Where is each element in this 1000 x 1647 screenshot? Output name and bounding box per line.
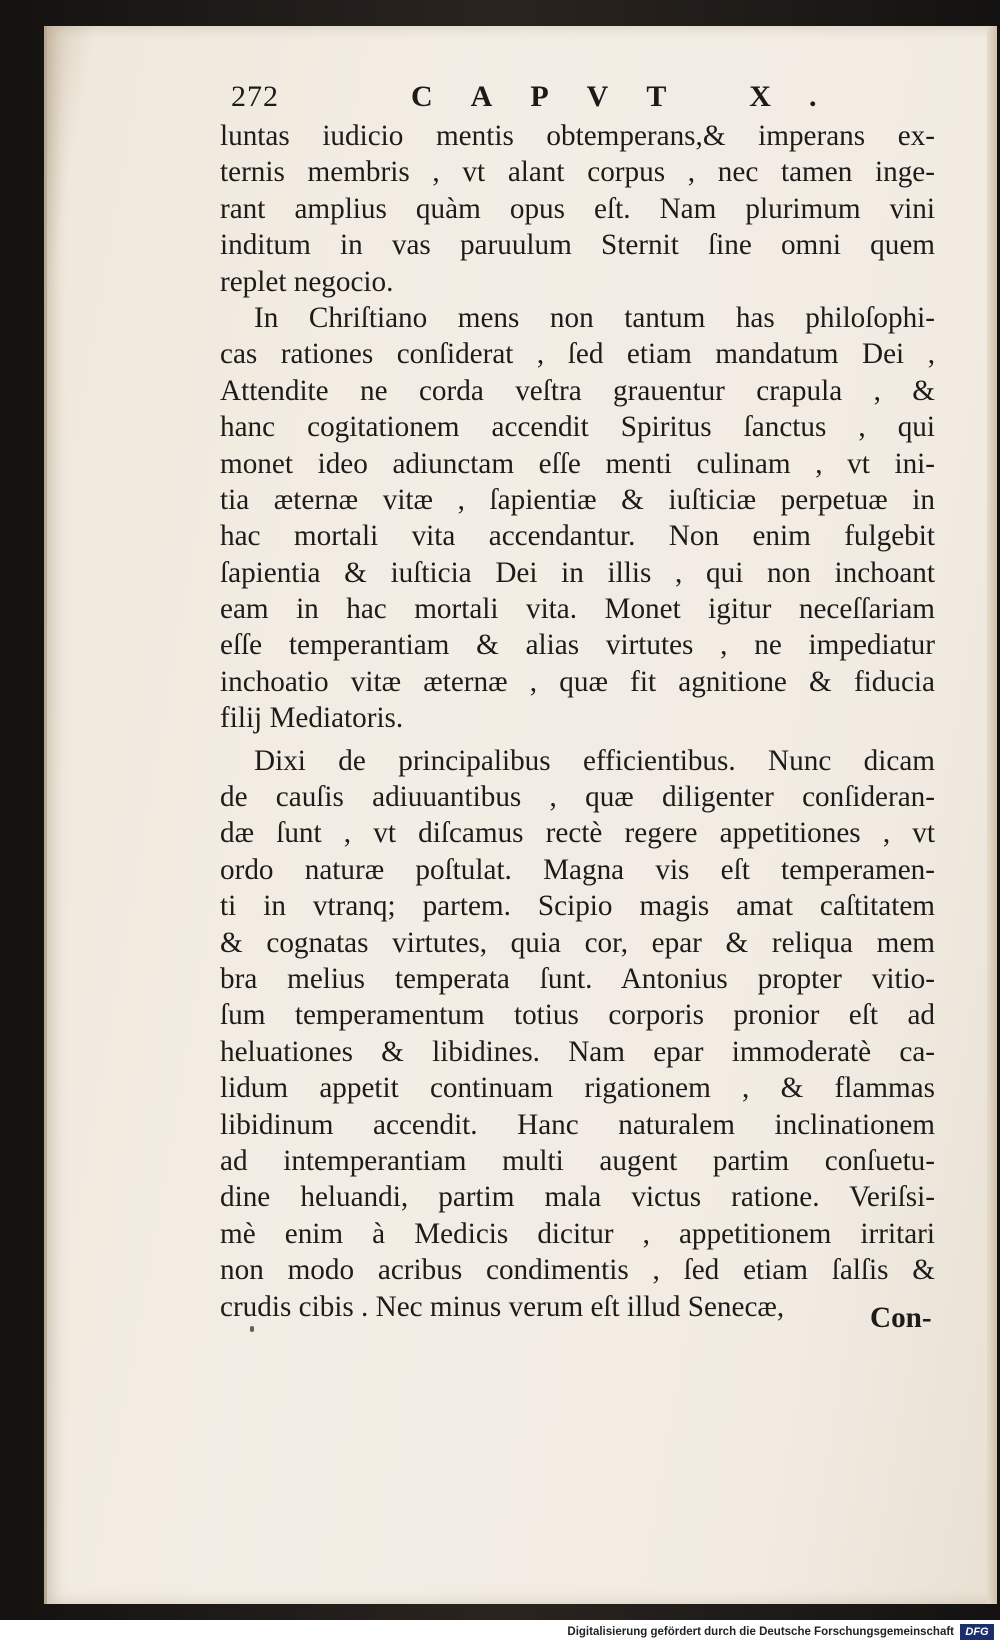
text-line: bra melius temperata ſunt. Antonius propter vitio- xyxy=(220,962,935,995)
ink-speck xyxy=(250,1326,254,1332)
text-line: & cognatas virtutes, quia cor, epar & reliqua mem xyxy=(220,926,935,959)
text-line: libidinum accendit. Hanc naturalem inclinationem xyxy=(220,1108,935,1141)
text-line: ordo naturæ poſtulat. Magna vis eſt temperamen- xyxy=(220,853,935,886)
text-line: eſſe temperantiam & alias virtutes , ne impediatur xyxy=(220,629,935,662)
text-line: filij Mediatoris. xyxy=(220,702,404,735)
text-line: ternis membris , vt alant corpus , nec tamen inge- xyxy=(220,156,935,189)
running-head: CAPVT X. xyxy=(411,80,855,113)
text-line: eam in hac mortali vita. Monet igitur neceſſariam xyxy=(220,593,935,626)
text-line: mè enim à Medicis dicitur , appetitionem irritari xyxy=(220,1217,935,1250)
text-line: de cauſis adiuuantibus , quæ diligenter conſideran- xyxy=(220,781,935,814)
text-line: heluationes & libidines. Nam epar immoderatè ca- xyxy=(220,1035,935,1068)
text-line: monet ideo adiunctam eſſe menti culinam , vt ini- xyxy=(220,447,935,480)
body-text xyxy=(220,118,935,1325)
digitization-credit: Digitalisierung gefördert durch die Deutsche Forschungsgemeinschaft xyxy=(567,1626,954,1638)
text-line: dæ ſunt , vt diſcamus rectè regere appetitiones , vt xyxy=(220,817,935,850)
text-line: crudis cibis . Nec minus verum eſt illud Senecæ, xyxy=(220,1290,785,1323)
footer-bar xyxy=(0,1620,1000,1647)
text-line: replet negocio. xyxy=(220,265,394,298)
catchword: Con- xyxy=(870,1302,932,1334)
text-line: cas rationes conſiderat , ſed etiam mandatum Dei , xyxy=(220,338,935,371)
dfg-logo: DFG xyxy=(960,1624,994,1640)
text-line: Dixi de principalibus efficientibus. Nunc dicam xyxy=(254,744,935,777)
text-line: luntas iudicio mentis obtemperans,& imperans ex- xyxy=(220,120,935,152)
text-line: inchoatio vitæ æternæ , quæ fit agnitione & fiducia xyxy=(220,665,935,698)
text-line: ad intemperantiam multi augent partim conſuetu- xyxy=(220,1144,935,1177)
text-line: ti in vtranq; partem. Scipio magis amat caſtitatem xyxy=(220,890,935,923)
paragraph xyxy=(220,300,935,737)
paragraph xyxy=(220,118,935,300)
text-line: non modo acribus condimentis , ſed etiam ſalſis & xyxy=(220,1254,935,1287)
text-line: rant amplius quàm opus eſt. Nam plurimum vini xyxy=(220,192,935,225)
page-number: 272 xyxy=(231,80,279,113)
text-line: ſum temperamentum totius corporis pronior eſt ad xyxy=(220,999,935,1032)
text-line: ſapientia & iuſticia Dei in illis , qui non inchoant xyxy=(220,556,935,589)
text-line: inditum in vas paruulum Sternit ſine omni quem xyxy=(220,229,935,262)
text-line: lidum appetit continuam rigationem , & flammas xyxy=(220,1072,935,1105)
text-line: hanc cogitationem accendit Spiritus ſanctus , qui xyxy=(220,411,935,444)
text-line: In Chriſtiano mens non tantum has philoſophi- xyxy=(254,301,935,334)
text-line: dine heluandi, partim mala victus ratione. Veriſsi- xyxy=(220,1181,935,1214)
page-edge xyxy=(987,26,997,1604)
text-line: hac mortali vita accendantur. Non enim fulgebit xyxy=(220,520,935,553)
paragraph xyxy=(220,743,935,1325)
text-line: Attendite ne corda veſtra grauentur crapula , & xyxy=(220,374,935,407)
paragraphs xyxy=(220,118,935,1325)
text-line: tia æternæ vitæ , ſapientiæ & iuſticiæ perpetuæ in xyxy=(220,483,935,516)
